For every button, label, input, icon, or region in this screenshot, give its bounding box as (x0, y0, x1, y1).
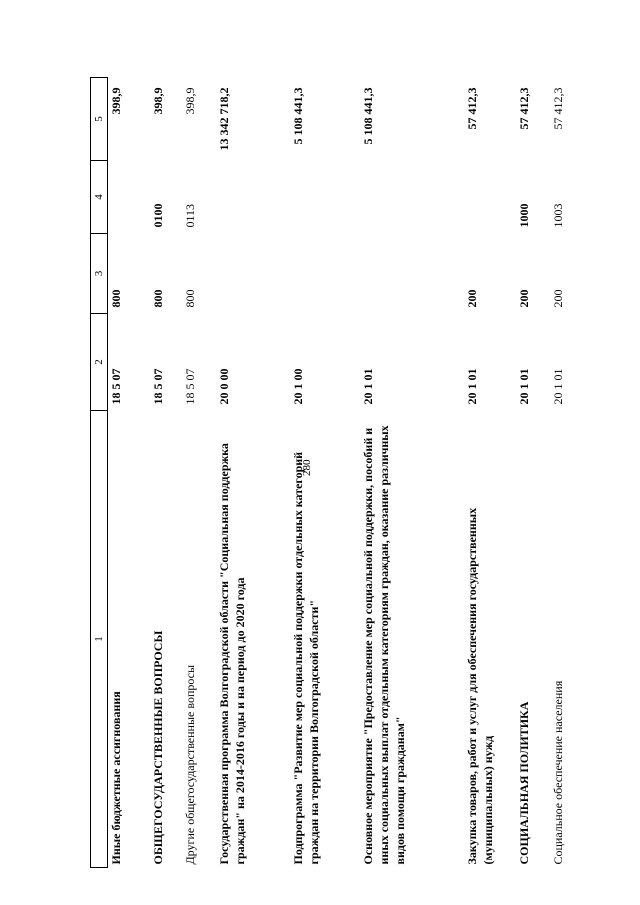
row-amount-cell: 57 412,3 (464, 87, 479, 130)
budget-table-container (90, 78, 570, 868)
row-code-cell: 20 1 01 (516, 368, 531, 405)
row-code-cell: 18 5 07 (109, 368, 123, 405)
row-section-cell (464, 161, 516, 234)
header-col-1: 1 (91, 411, 108, 868)
row-code-cell: 20 1 01 (464, 368, 479, 405)
header-col-2: 2 (91, 314, 108, 411)
row-expense-type-cell (290, 234, 360, 314)
table-body (108, 78, 580, 868)
row-expense-type-cell: 800 (109, 289, 123, 308)
row-expense-type-cell: 200 (464, 289, 479, 308)
table-row (108, 78, 150, 868)
row-code-cell: 20 1 01 (550, 368, 565, 405)
row-amount-cell: 57 412,3 (516, 87, 531, 130)
header-col-4: 4 (91, 161, 108, 234)
page-number: 280 (301, 459, 313, 476)
row-code-cell: 18 5 07 (182, 368, 197, 405)
row-section-cell: 1000 (516, 203, 531, 228)
row-amount-cell: 57 412,3 (550, 87, 565, 130)
table-header (91, 78, 108, 868)
row-amount-cell: 5 108 441,3 (290, 87, 305, 145)
row-code-cell: 20 0 00 (216, 368, 231, 405)
header-col-5: 5 (91, 78, 108, 161)
row-section-cell (360, 161, 464, 234)
row-amount-cell: 398,9 (150, 87, 165, 115)
table-row (290, 78, 360, 868)
table-row (550, 78, 580, 868)
row-amount-cell: 13 342 718,2 (216, 87, 231, 151)
table-row (182, 78, 216, 868)
row-name-cell: Государственная программа Волгоградской области "Социальная поддержка граждан" на 2014-2016 годы и на период до 2020 года (216, 443, 247, 865)
row-expense-type-cell: 800 (182, 289, 197, 308)
row-section-cell (216, 161, 290, 234)
row-section-cell (290, 161, 360, 234)
table-row (150, 78, 182, 868)
row-name-cell: Социальное обеспечение населения (550, 680, 565, 865)
row-amount-cell: 5 108 441,3 (360, 87, 375, 145)
row-section-cell: 1003 (550, 203, 565, 228)
row-name-cell: Другие общегосударственные вопросы (182, 664, 197, 865)
budget-table (90, 77, 580, 868)
row-section-cell: 0113 (182, 203, 197, 228)
row-name-cell: Иные бюджетные ассигнования (109, 691, 123, 865)
table-row (216, 78, 290, 868)
row-name-cell: ОБЩЕГОСУДАРСТВЕННЫЕ ВОПРОСЫ (150, 630, 165, 865)
row-section-cell (108, 161, 150, 234)
table-row (360, 78, 464, 868)
row-code-cell: 20 1 00 (290, 368, 305, 405)
row-amount-cell: 398,9 (109, 87, 123, 115)
row-code-cell: 20 1 01 (360, 368, 375, 405)
table-row (516, 78, 550, 868)
row-expense-type-cell: 200 (516, 289, 531, 308)
row-expense-type-cell (360, 234, 464, 314)
row-name-cell: Основное мероприятие "Предоставление мер социальной поддержки, пособий и иных социальных выплат отдельным категориям граждан, оказание различных видов помощи гражданам" (360, 425, 407, 865)
header-col-3: 3 (91, 234, 108, 314)
row-name-cell: Подпрограмма "Развитие мер социальной поддержки отдельных категорий граждан на территории Волгоградской области" (290, 451, 321, 865)
row-expense-type-cell: 200 (550, 289, 565, 308)
row-code-cell: 18 5 07 (150, 368, 165, 405)
row-expense-type-cell (216, 234, 290, 314)
row-name-cell: СОЦИАЛЬНАЯ ПОЛИТИКА (516, 701, 531, 865)
row-amount-cell: 398,9 (182, 87, 197, 115)
table-row (464, 78, 516, 868)
row-expense-type-cell: 800 (150, 289, 165, 308)
row-name-cell: Закупка товаров, работ и услуг для обеспечения государственных (муниципальных) нужд (464, 507, 495, 865)
row-section-cell: 0100 (150, 203, 165, 228)
